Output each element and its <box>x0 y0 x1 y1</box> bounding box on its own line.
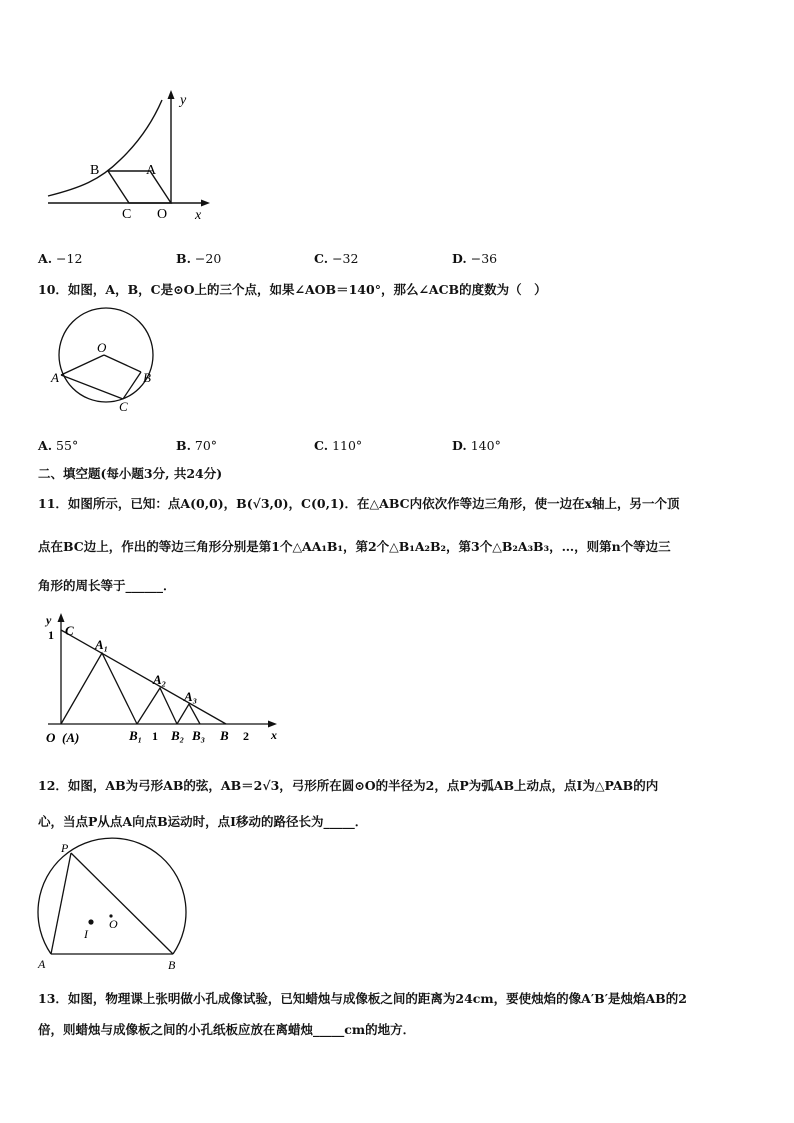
q9-option-a: A. −12 <box>38 251 83 266</box>
fig10-label-c: C <box>119 399 128 414</box>
q10-figure <box>48 305 168 415</box>
fig10-label-a: A <box>51 370 59 385</box>
q11-figure <box>40 608 290 750</box>
fig9-label-o: O <box>157 207 168 222</box>
fig9-label-b: B <box>90 163 100 178</box>
q9-option-d: D. −36 <box>452 251 498 266</box>
fig11-label-c: C <box>65 623 74 638</box>
q11-line2: 点在BC边上，作出的等边三角形分别是第1个△AA₁B₁，第2个△B₁A₂B₂，第3个△B₂A₃B₃，…，则第n个等边三 <box>38 539 671 554</box>
fig12-label-p: P <box>61 841 69 855</box>
fig11-label-1y: 1 <box>48 628 54 642</box>
fig11-label-a1: A₁ <box>95 637 109 652</box>
fig9-label-c: C <box>122 207 132 222</box>
q10-option-d: D. 140° <box>452 438 501 453</box>
fig11-label-b1: B₁ <box>129 728 143 743</box>
q13-line1: 13．如图，物理课上张明做小孔成像试验，已知蜡烛与成像板之间的距离为24cm，要使烛焰的像A′B′是烛焰AB的2 <box>38 991 687 1006</box>
fig11-label-o: O <box>46 730 56 745</box>
q12-line2: 心，当点P从点A向点B运动时，点I移动的路径长为_____． <box>38 814 368 829</box>
q9-option-b: B. −20 <box>176 251 222 266</box>
fig11-label-a2: A₂ <box>153 672 167 687</box>
q10-option-c: C. 110° <box>314 438 363 453</box>
q13-line2: 倍，则蜡烛与成像板之间的小孔纸板应放在离蜡烛_____cm的地方． <box>38 1022 416 1037</box>
fig11-label-a-paren: (A) <box>62 730 80 745</box>
q12-line1: 12．如图，AB为弓形AB的弦，AB＝2√3，弓形所在圆⊙O的半径为2，点P为弧AB上动点，点I为△PAB的内 <box>38 778 659 793</box>
fig10-label-o: O <box>97 340 107 355</box>
fig12-label-b: B <box>168 958 176 972</box>
fig11-label-b3: B₃ <box>192 728 206 743</box>
fig9-label-x: x <box>195 208 202 223</box>
fig11-label-a3: A₃ <box>184 689 198 704</box>
q10-option-a: A. 55° <box>38 438 79 453</box>
fig9-label-y: y <box>180 93 187 108</box>
fig12-label-i: I <box>84 927 88 941</box>
q9-option-c: C. −32 <box>314 251 359 266</box>
fig11-label-x: x <box>271 728 277 742</box>
q10-option-b: B. 70° <box>176 438 218 453</box>
fig12-label-o: O <box>109 917 118 931</box>
q12-figure <box>34 838 194 973</box>
q10-question: 10．如图，A，B，C是⊙O上的三个点，如果∠AOB＝140°，那么∠ACB的度数为（ ） <box>38 282 547 297</box>
fig11-label-y: y <box>46 613 52 627</box>
q11-line3: 角形的周长等于______． <box>38 578 176 593</box>
fig10-label-b: B <box>143 370 151 385</box>
fig12-label-a: A <box>38 957 46 971</box>
fig11-label-b: B <box>220 728 229 743</box>
section-title: 二、填空题(每小题3分, 共24分) <box>38 466 223 481</box>
q11-line1: 11．如图所示，已知：点A(0,0)，B(√3,0)，C(0,1)．在△ABC内依次作等边三角形，使一边在x轴上，另一个顶 <box>38 496 680 511</box>
fig11-label-b2: B₂ <box>171 728 185 743</box>
fig9-label-a: A <box>146 163 157 178</box>
fig11-label-1x: 1 <box>152 729 158 743</box>
fig11-label-2x: 2 <box>243 729 249 743</box>
q9-figure <box>40 88 220 228</box>
